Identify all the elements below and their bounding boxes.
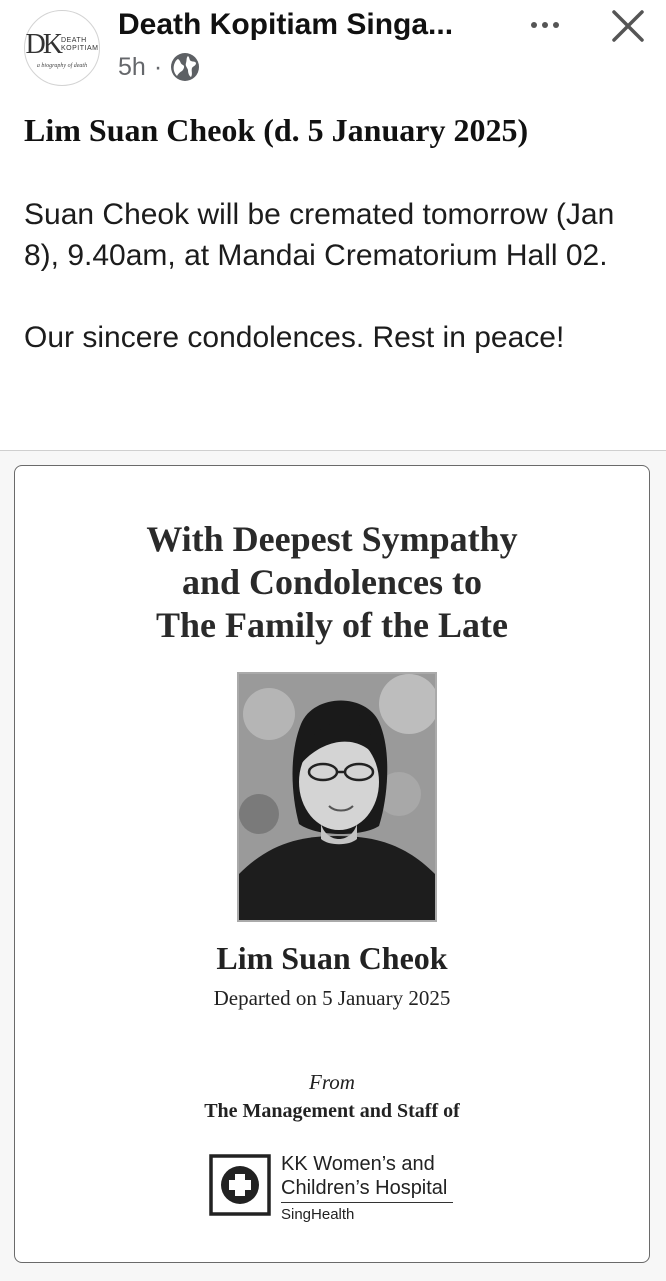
condolence-card — [14, 465, 650, 1263]
avatar-word-top: DEATH — [61, 37, 87, 44]
departed-date: Departed on 5 January 2025 — [213, 986, 451, 1010]
from-organization: The Management and Staff of — [204, 1100, 460, 1122]
post-body — [24, 194, 649, 358]
hospital-divider — [281, 1202, 453, 1203]
meta-separator: · — [153, 52, 163, 81]
headline-line: and Condolences to — [181, 562, 483, 602]
page-avatar[interactable] — [24, 10, 100, 86]
post-paragraph: Our sincere condolences. Rest in peace! — [24, 321, 565, 354]
from-label: From — [309, 1070, 355, 1094]
post-time[interactable]: 5h — [118, 52, 146, 81]
deceased-name: Lim Suan Cheok — [216, 940, 448, 976]
post-header — [0, 0, 666, 98]
avatar-tagline: a biography of death — [36, 63, 88, 69]
headline-line: With Deepest Sympathy — [146, 519, 518, 559]
hospital-group: SingHealth — [281, 1206, 355, 1223]
hospital-name-line2: Children’s Hospital — [281, 1177, 448, 1199]
post-meta — [118, 52, 200, 82]
avatar-word-bottom: KOPITIAM — [61, 45, 99, 52]
headline-line: The Family of the Late — [156, 605, 508, 645]
page-name-link[interactable]: Death Kopitiam Singa... — [118, 8, 454, 41]
post-title: Lim Suan Cheok (d. 5 January 2025) — [24, 112, 529, 148]
hospital-name-line1: KK Women’s and — [281, 1153, 435, 1175]
close-icon[interactable] — [606, 4, 650, 48]
portrait-photo — [237, 672, 437, 922]
avatar-monogram: DK — [25, 29, 60, 60]
card-headline — [15, 518, 649, 647]
hospital-logo-block — [209, 1152, 469, 1232]
post-paragraph: Suan Cheok will be cremated tomorrow (Jan 8), 9.40am, at Mandai Crematorium Hall 02. — [24, 198, 615, 272]
hospital-logo-icon — [209, 1154, 271, 1216]
post-image[interactable] — [0, 450, 666, 1281]
more-options-icon[interactable] — [520, 10, 570, 40]
globe-icon — [170, 52, 200, 82]
